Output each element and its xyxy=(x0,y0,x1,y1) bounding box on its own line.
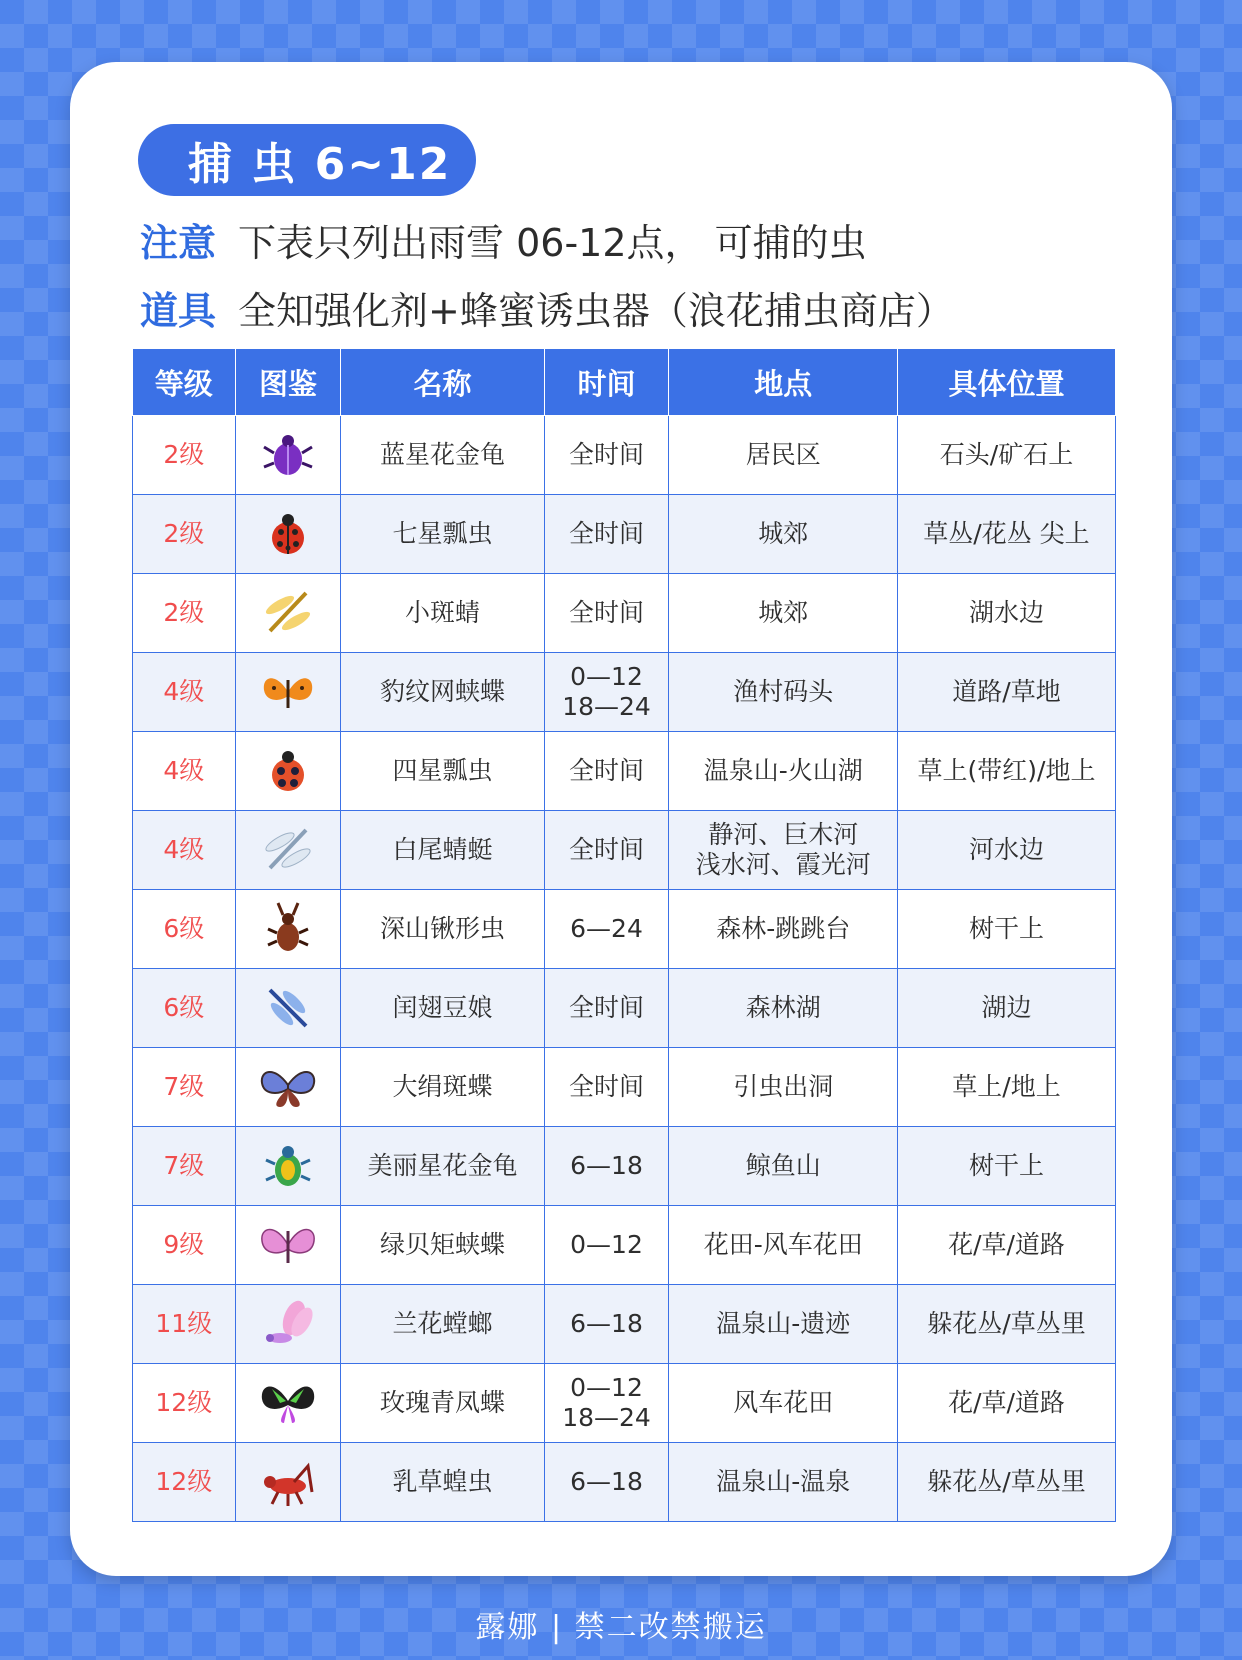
table-row xyxy=(133,416,1116,495)
cell-text: 4级 xyxy=(163,677,205,706)
cell-time xyxy=(544,732,669,811)
cell-text: 兰花螳螂 xyxy=(392,1309,493,1338)
cell-text: 深山锹形虫 xyxy=(380,914,506,943)
cell-name xyxy=(341,1364,544,1443)
cell-text: 18—24 xyxy=(562,692,651,721)
cell-text: 4级 xyxy=(163,756,205,785)
header-spot: 具体位置 xyxy=(897,349,1115,416)
cell-level xyxy=(133,574,236,653)
cell-text: 2级 xyxy=(163,519,205,548)
table-row xyxy=(133,1364,1116,1443)
cell-text: 七星瓢虫 xyxy=(392,519,493,548)
cell-place xyxy=(669,416,898,495)
cell-text: 18—24 xyxy=(562,1403,651,1432)
cell-text: 森林湖 xyxy=(745,993,821,1022)
cell-text: 9级 xyxy=(163,1230,205,1259)
cell-name xyxy=(341,653,544,732)
cell-level xyxy=(133,890,236,969)
cell-text: 全时间 xyxy=(569,835,645,864)
cell-place xyxy=(669,890,898,969)
bug-table xyxy=(132,348,1116,1522)
cell-spot xyxy=(897,416,1115,495)
cell-text: 温泉山-遗迹 xyxy=(716,1309,851,1338)
cell-text: 草上/地上 xyxy=(952,1072,1061,1101)
cell-text: 全时间 xyxy=(569,440,645,469)
cell-level xyxy=(133,1443,236,1522)
cell-name xyxy=(341,732,544,811)
cell-text: 森林-跳跳台 xyxy=(716,914,851,943)
table-row xyxy=(133,969,1116,1048)
cell-time xyxy=(544,1048,669,1127)
cell-text: 风车花田 xyxy=(733,1388,834,1417)
cell-place xyxy=(669,1364,898,1443)
cell-text: 大绢斑蝶 xyxy=(392,1072,493,1101)
cell-level xyxy=(133,416,236,495)
note-line-tools xyxy=(140,280,954,335)
cell-level xyxy=(133,1206,236,1285)
table-row xyxy=(133,653,1116,732)
cell-text: 温泉山-温泉 xyxy=(716,1467,851,1496)
blue-damselfly-icon xyxy=(258,978,318,1038)
cell-icon xyxy=(235,1285,341,1364)
cell-text: 全时间 xyxy=(569,756,645,785)
cell-text: 6—18 xyxy=(570,1151,643,1180)
cell-text: 0—12 xyxy=(570,662,643,691)
cell-text: 11级 xyxy=(155,1309,213,1338)
footer-credit: 露娜 | 禁二改禁搬运 xyxy=(475,1610,767,1645)
cell-name xyxy=(341,1285,544,1364)
cell-time xyxy=(544,1443,669,1522)
cell-spot xyxy=(897,969,1115,1048)
cell-level xyxy=(133,653,236,732)
cell-text: 城郊 xyxy=(758,519,809,548)
note-text: 下表只列出雨雪 06-12点， 可捕的虫 xyxy=(238,221,867,265)
cell-spot xyxy=(897,495,1115,574)
cell-spot xyxy=(897,732,1115,811)
note-key: 道具 xyxy=(140,289,217,333)
table-row xyxy=(133,811,1116,890)
cell-text: 花/草/道路 xyxy=(948,1230,1065,1259)
cell-text: 豹纹网蛱蝶 xyxy=(380,677,506,706)
cell-place xyxy=(669,1206,898,1285)
cell-text: 引虫出洞 xyxy=(733,1072,834,1101)
cell-level xyxy=(133,495,236,574)
cell-spot xyxy=(897,890,1115,969)
cell-level xyxy=(133,811,236,890)
cell-spot xyxy=(897,1285,1115,1364)
cell-time xyxy=(544,1206,669,1285)
cell-text: 12级 xyxy=(155,1467,213,1496)
cell-text: 温泉山-火山湖 xyxy=(703,756,863,785)
cell-time xyxy=(544,1364,669,1443)
ladybug-icon xyxy=(258,504,318,564)
cell-text: 6级 xyxy=(163,914,205,943)
cell-text: 道路/草地 xyxy=(952,677,1061,706)
header-place: 地点 xyxy=(669,349,898,416)
cell-time xyxy=(544,811,669,890)
cell-text: 乳草蝗虫 xyxy=(392,1467,493,1496)
cell-icon xyxy=(235,1127,341,1206)
cell-time xyxy=(544,969,669,1048)
purple-beetle-icon xyxy=(258,425,318,485)
cell-spot xyxy=(897,1206,1115,1285)
content-card xyxy=(70,62,1172,1576)
cell-name xyxy=(341,890,544,969)
cell-text: 躲花丛/草丛里 xyxy=(927,1309,1086,1338)
cell-time xyxy=(544,890,669,969)
cell-text: 河水边 xyxy=(968,835,1044,864)
cell-place xyxy=(669,495,898,574)
cell-text: 花田-风车花田 xyxy=(703,1230,863,1259)
table-row xyxy=(133,732,1116,811)
table-row xyxy=(133,1127,1116,1206)
cell-place xyxy=(669,969,898,1048)
cell-name xyxy=(341,495,544,574)
cell-name xyxy=(341,1048,544,1127)
cell-place xyxy=(669,1285,898,1364)
cell-icon xyxy=(235,1048,341,1127)
cell-text: 全时间 xyxy=(569,993,645,1022)
cell-text: 6—24 xyxy=(570,914,643,943)
cell-text: 草丛/花丛 尖上 xyxy=(923,519,1090,548)
page-title: 捕 虫 6~12 xyxy=(138,124,476,196)
cell-icon xyxy=(235,732,341,811)
cell-place xyxy=(669,1443,898,1522)
cell-text: 石头/矿石上 xyxy=(939,440,1074,469)
cell-text: 湖水边 xyxy=(968,598,1044,627)
table-row xyxy=(133,1285,1116,1364)
cell-text: 小斑蜻 xyxy=(405,598,481,627)
cell-text: 渔村码头 xyxy=(733,677,834,706)
header-icon: 图鉴 xyxy=(235,349,341,416)
cell-text: 闰翅豆娘 xyxy=(392,993,493,1022)
cell-icon xyxy=(235,653,341,732)
cell-level xyxy=(133,1285,236,1364)
red-grasshopper-icon xyxy=(258,1452,318,1512)
cell-icon xyxy=(235,1443,341,1522)
cell-place xyxy=(669,574,898,653)
cell-name xyxy=(341,1206,544,1285)
table-header-row xyxy=(133,349,1116,416)
cell-level xyxy=(133,732,236,811)
orange-butterfly-icon xyxy=(258,662,318,722)
cell-text: 居民区 xyxy=(745,440,821,469)
cell-text: 2级 xyxy=(163,440,205,469)
table-row xyxy=(133,495,1116,574)
yellow-dragonfly-icon xyxy=(258,583,318,643)
cell-place xyxy=(669,1048,898,1127)
cell-name xyxy=(341,1443,544,1522)
cell-level xyxy=(133,1127,236,1206)
cell-text: 6—18 xyxy=(570,1309,643,1338)
header-time: 时间 xyxy=(544,349,669,416)
cell-text: 全时间 xyxy=(569,519,645,548)
cell-level xyxy=(133,969,236,1048)
cell-spot xyxy=(897,1127,1115,1206)
cell-text: 鲸鱼山 xyxy=(745,1151,821,1180)
cell-time xyxy=(544,653,669,732)
cell-time xyxy=(544,495,669,574)
cell-icon xyxy=(235,416,341,495)
note-text: 全知强化剂+蜂蜜诱虫器（浪花捕虫商店） xyxy=(238,289,954,333)
cell-text: 全时间 xyxy=(569,598,645,627)
header-level: 等级 xyxy=(133,349,236,416)
cell-text: 城郊 xyxy=(758,598,809,627)
patterned-butterfly-icon xyxy=(258,1057,318,1117)
cell-icon xyxy=(235,495,341,574)
cell-place xyxy=(669,1127,898,1206)
cell-text: 静河、巨木河 xyxy=(708,820,859,849)
cell-icon xyxy=(235,811,341,890)
cell-place xyxy=(669,732,898,811)
cell-text: 树干上 xyxy=(968,1151,1044,1180)
cell-text: 白尾蜻蜓 xyxy=(392,835,493,864)
cell-spot xyxy=(897,1048,1115,1127)
cell-text: 四星瓢虫 xyxy=(392,756,493,785)
orchid-mantis-icon xyxy=(258,1294,318,1354)
cell-name xyxy=(341,811,544,890)
cell-text: 4级 xyxy=(163,835,205,864)
cell-text: 6级 xyxy=(163,993,205,1022)
table-row xyxy=(133,1443,1116,1522)
cell-text: 花/草/道路 xyxy=(948,1388,1065,1417)
rainbow-beetle-icon xyxy=(258,1136,318,1196)
cell-spot xyxy=(897,653,1115,732)
cell-level xyxy=(133,1364,236,1443)
cell-time xyxy=(544,574,669,653)
cell-text: 浅水河、霞光河 xyxy=(695,850,871,879)
cell-spot xyxy=(897,574,1115,653)
cell-time xyxy=(544,416,669,495)
cell-text: 0—12 xyxy=(570,1230,643,1259)
cell-name xyxy=(341,574,544,653)
cell-spot xyxy=(897,811,1115,890)
cell-level xyxy=(133,1048,236,1127)
stag-beetle-icon xyxy=(258,899,318,959)
cell-spot xyxy=(897,1443,1115,1522)
white-dragonfly-icon xyxy=(258,820,318,880)
cell-time xyxy=(544,1285,669,1364)
cell-spot xyxy=(897,1364,1115,1443)
table-row xyxy=(133,890,1116,969)
note-line-attention xyxy=(140,212,867,267)
cell-text: 2级 xyxy=(163,598,205,627)
cell-place xyxy=(669,811,898,890)
green-swallowtail-icon xyxy=(258,1373,318,1433)
cell-time xyxy=(544,1127,669,1206)
table-row xyxy=(133,574,1116,653)
cell-text: 12级 xyxy=(155,1388,213,1417)
cell-text: 树干上 xyxy=(968,914,1044,943)
cell-text: 7级 xyxy=(163,1072,205,1101)
header-name: 名称 xyxy=(341,349,544,416)
cell-name xyxy=(341,1127,544,1206)
cell-text: 湖边 xyxy=(981,993,1032,1022)
cell-text: 蓝星花金龟 xyxy=(380,440,506,469)
cell-icon xyxy=(235,1206,341,1285)
cell-text: 绿贝矩蛱蝶 xyxy=(380,1230,506,1259)
cell-name xyxy=(341,416,544,495)
pink-butterfly-icon xyxy=(258,1215,318,1275)
cell-text: 玫瑰青凤蝶 xyxy=(380,1388,506,1417)
cell-icon xyxy=(235,1364,341,1443)
cell-text: 7级 xyxy=(163,1151,205,1180)
cell-place xyxy=(669,653,898,732)
cell-icon xyxy=(235,574,341,653)
cell-text: 全时间 xyxy=(569,1072,645,1101)
note-key: 注意 xyxy=(140,221,217,265)
cell-text: 6—18 xyxy=(570,1467,643,1496)
table-row xyxy=(133,1206,1116,1285)
cell-text: 躲花丛/草丛里 xyxy=(927,1467,1086,1496)
cell-name xyxy=(341,969,544,1048)
cell-icon xyxy=(235,969,341,1048)
four-spot-ladybug-icon xyxy=(258,741,318,801)
table-row xyxy=(133,1048,1116,1127)
cell-text: 美丽星花金龟 xyxy=(367,1151,518,1180)
cell-text: 0—12 xyxy=(570,1373,643,1402)
cell-text: 草上(带红)/地上 xyxy=(917,756,1096,785)
cell-icon xyxy=(235,890,341,969)
